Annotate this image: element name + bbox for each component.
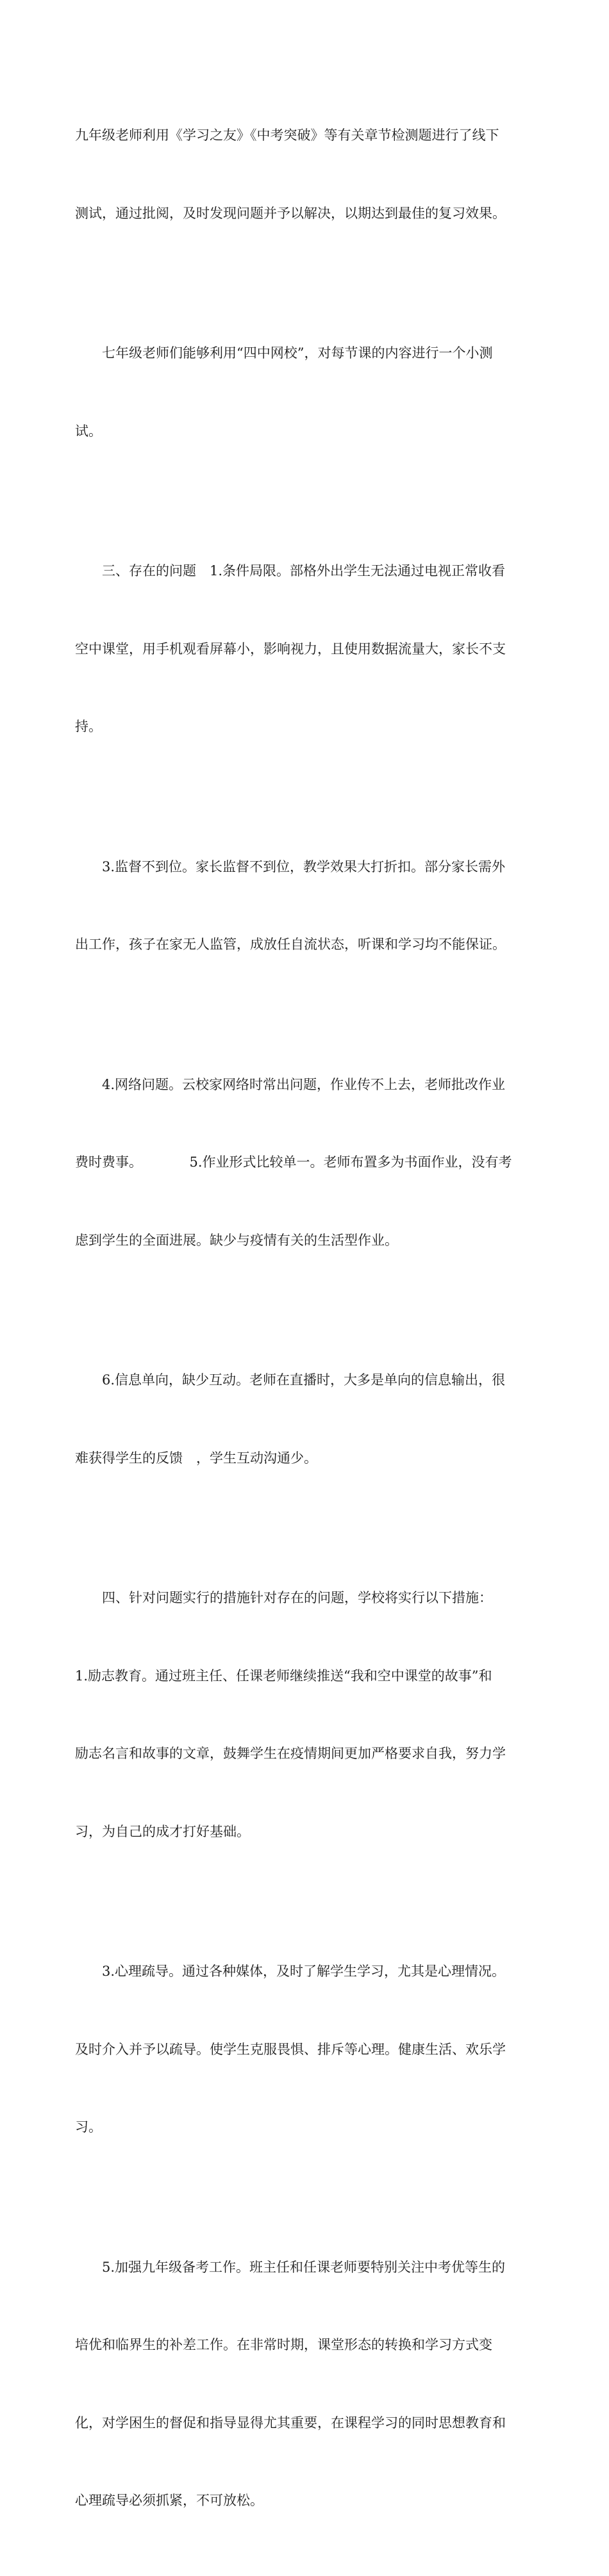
text-line: 虑到学生的全面进展。缺少与疫情有关的生活型作业。 xyxy=(75,1232,398,1248)
text-line: 5.加强九年级备考工作。班主任和任课老师要特别关注中考优等生的 xyxy=(102,2259,506,2275)
paragraph-review-tests xyxy=(75,70,537,278)
paragraph-measures xyxy=(75,1533,537,1896)
text-line: 励志名言和故事的文章，鼓舞学生在疫情期间更加严格要求自我，努力学 xyxy=(75,1746,506,1761)
text-line: 4.网络问题。云校家网络时常出问题，作业传不上去，老师批改作业 xyxy=(102,1076,506,1092)
text-line: 习。 xyxy=(75,2119,102,2135)
text-line: 持。 xyxy=(75,719,102,734)
text-line: 及时介入并予以疏导。使学生克服畏惧、排斥等心理。健康生活、欢乐学 xyxy=(75,2041,506,2057)
text-line: 心理疏导必须抓紧，不可放松。 xyxy=(75,2493,263,2508)
text-line: 三、存在的问题 1.条件局限。部格外出学生无法通过电视正常收看 xyxy=(102,563,506,578)
paragraph-grade7-quizzes xyxy=(75,288,537,496)
paragraph-supervision xyxy=(75,802,537,1010)
paragraph-one-way-info xyxy=(75,1315,537,1523)
text-line: 化，对学困生的督促和指导显得尤其重要，在课程学习的同时思想教育和 xyxy=(75,2415,506,2431)
text-line: 培优和临界生的补差工作。在非常时期，课堂形态的转换和学习方式变 xyxy=(75,2337,492,2352)
text-line: 3.监督不到位。家长监督不到位，教学效果大打折扣。部分家长需外 xyxy=(102,858,506,874)
text-line: 难获得学生的反馈 ，学生互动沟通少。 xyxy=(75,1450,317,1466)
text-line: 七年级老师们能够利用“四中网校”，对每节课的内容进行一个小测 xyxy=(102,345,493,361)
text-line: 出工作，孩子在家无人监管，成放任自流状态，听课和学习均不能保证。 xyxy=(75,937,506,952)
paragraph-problems-conditions xyxy=(75,506,537,792)
text-line: 空中课堂，用手机观看屏幕小，影响视力，且使用数据流量大，家长不支 xyxy=(75,641,506,657)
text-line: 6.信息单向，缺少互动。老师在直播时，大多是单向的信息输出，很 xyxy=(102,1372,506,1388)
paragraph-counseling xyxy=(75,1907,537,2192)
text-line: 习，为自己的成才打好基础。 xyxy=(75,1823,250,1839)
text-line: 费时费事。 5.作业形式比较单一。老师布置多为书面作业，没有考 xyxy=(75,1154,512,1170)
text-line: 试。 xyxy=(75,423,102,439)
text-line: 3.心理疏导。通过各种媒体，及时了解学生学习，尤其是心理情况。 xyxy=(102,1964,506,1979)
text-line: 1.励志教育。通过班主任、任课老师继续推送“我和空中课堂的故事”和 xyxy=(75,1668,492,1684)
text-line: 四、针对问题实行的措施针对存在的问题，学校将实行以下措施： xyxy=(102,1590,492,1605)
paragraph-network xyxy=(75,1020,537,1306)
text-line: 测试，通过批阅，及时发现问题并予以解决，以期达到最佳的复习效果。 xyxy=(75,205,506,221)
text-line: 九年级老师利用《学习之友》《中考突破》等有关章节检测题进行了线下 xyxy=(75,127,499,143)
document-body xyxy=(75,70,537,2576)
paragraph-grade9-prep xyxy=(75,2203,537,2566)
